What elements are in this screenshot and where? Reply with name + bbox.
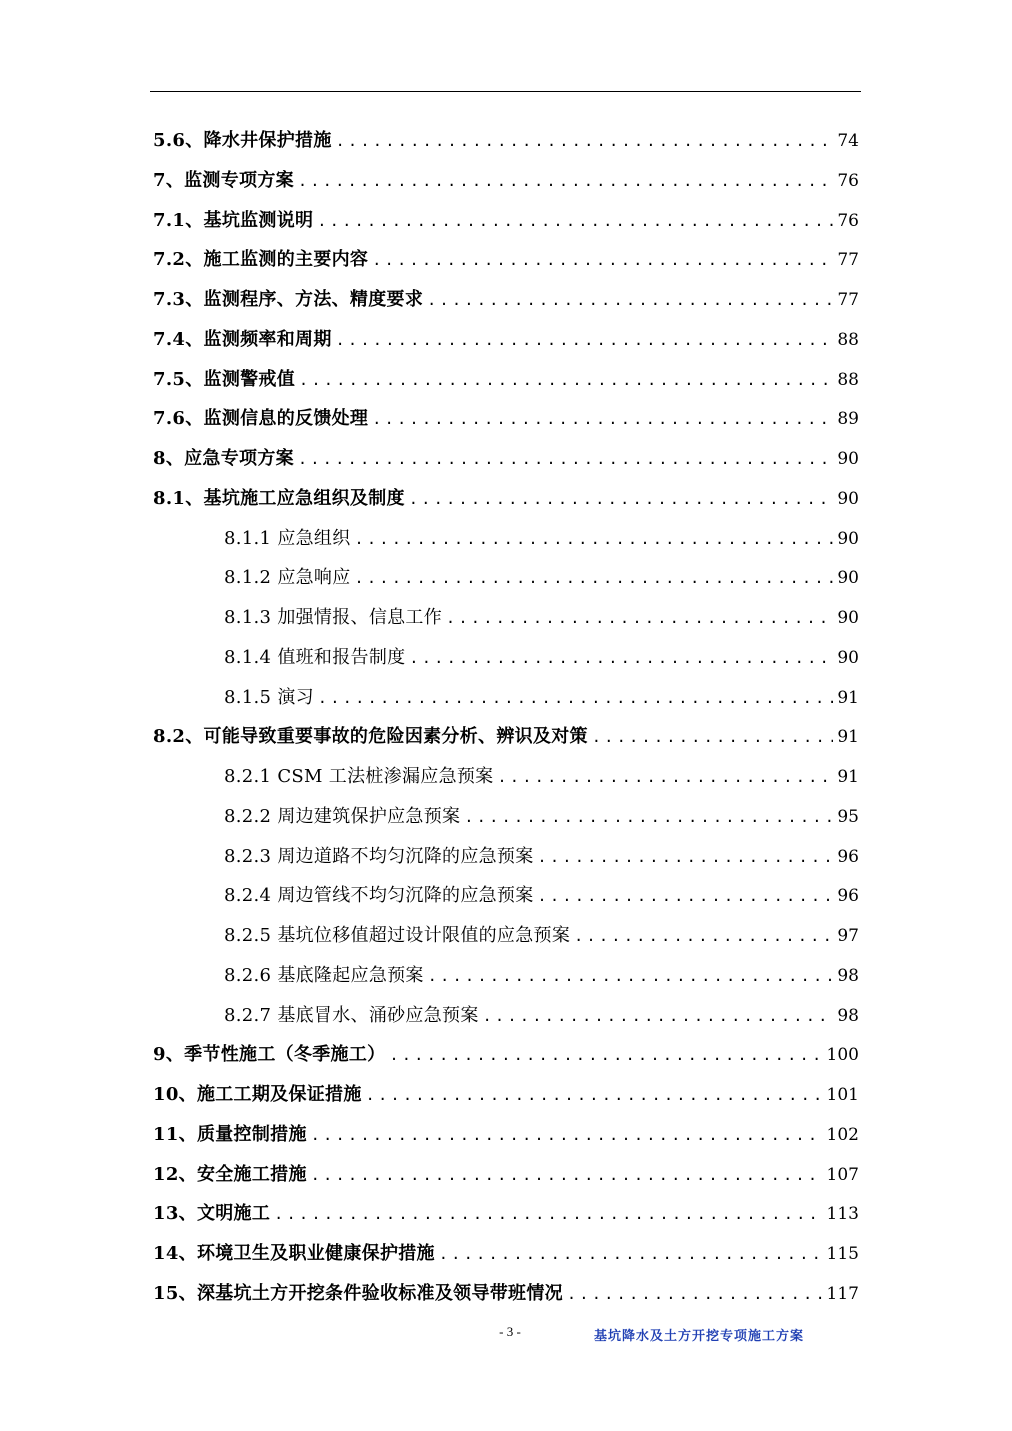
toc-entry-title: 8、应急专项方案 <box>153 448 294 469</box>
toc-entry-title: 8.1.4 值班和报告制度 <box>224 646 406 668</box>
toc-entry-title: 8.2.5 基坑位移值超过设计限值的应急预案 <box>224 925 571 946</box>
toc-entry[interactable] <box>153 956 859 996</box>
toc-dot-leader <box>311 1156 823 1196</box>
toc-dot-leader <box>464 798 833 838</box>
toc-entry-title: 8.2.3 周边道路不均匀沉降的应急预案 <box>224 845 534 867</box>
toc-entry-page: 90 <box>837 568 859 589</box>
toc-entry[interactable] <box>153 519 859 559</box>
toc-entry-title: 7.3、监测程序、方法、精度要求 <box>153 289 424 310</box>
toc-entry[interactable] <box>153 797 859 837</box>
toc-entry[interactable] <box>153 240 859 280</box>
toc-entry-page: 95 <box>837 806 859 827</box>
toc-dot-leader <box>538 877 834 917</box>
toc-entry-title: 8.1.2 应急响应 <box>224 567 351 589</box>
toc-dot-leader <box>336 321 834 361</box>
table-of-contents <box>153 121 859 1314</box>
toc-dot-leader <box>318 679 833 719</box>
toc-dot-leader <box>317 202 833 242</box>
toc-dot-leader <box>299 361 833 401</box>
toc-entry-title: 8.2、可能导致重要事故的危险因素分析、辨识及对策 <box>153 726 588 748</box>
toc-entry-page: 102 <box>826 1124 859 1145</box>
toc-entry-page: 91 <box>837 767 859 787</box>
toc-entry-page: 74 <box>837 131 859 151</box>
toc-dot-leader <box>372 400 833 440</box>
toc-entry-title: 10、施工工期及保证措施 <box>153 1084 362 1105</box>
toc-entry-title: 8.1、基坑施工应急组织及制度 <box>153 487 405 509</box>
toc-entry-title: 7.1、基坑监测说明 <box>153 209 314 231</box>
toc-entry[interactable] <box>153 201 859 241</box>
toc-entry[interactable] <box>153 439 859 479</box>
toc-entry-title: 7.6、监测信息的反馈处理 <box>153 408 369 430</box>
toc-entry-page: 90 <box>837 608 859 628</box>
toc-entry-title: 7.2、施工监测的主要内容 <box>153 249 369 271</box>
header-rule <box>150 91 861 92</box>
toc-entry[interactable] <box>153 1194 859 1234</box>
toc-entry[interactable] <box>153 678 859 718</box>
toc-entry-title: 15、深基坑土方开挖条件验收标准及领导带班情况 <box>153 1282 563 1304</box>
toc-dot-leader <box>409 480 834 520</box>
toc-entry-title: 8.1.5 演习 <box>224 686 314 708</box>
toc-entry-page: 107 <box>826 1164 859 1185</box>
toc-entry[interactable] <box>153 280 859 320</box>
toc-dot-leader <box>274 1195 822 1235</box>
toc-entry[interactable] <box>153 1155 859 1195</box>
toc-dot-leader <box>567 1275 823 1315</box>
toc-entry[interactable] <box>153 1274 859 1314</box>
toc-entry[interactable] <box>153 360 859 400</box>
toc-dot-leader <box>336 122 834 162</box>
toc-entry-page: 91 <box>837 687 859 708</box>
toc-dot-leader <box>446 599 833 639</box>
toc-entry-page: 76 <box>837 210 859 231</box>
toc-entry-page: 90 <box>837 488 859 509</box>
toc-dot-leader <box>483 997 834 1037</box>
toc-entry[interactable] <box>153 837 859 877</box>
toc-entry[interactable] <box>153 161 859 201</box>
toc-entry-title: 8.2.2 周边建筑保护应急预案 <box>224 805 461 827</box>
toc-entry-title: 7.4、监测频率和周期 <box>153 328 332 350</box>
toc-entry[interactable] <box>153 916 859 956</box>
toc-dot-leader <box>574 917 833 957</box>
toc-entry[interactable] <box>153 479 859 519</box>
toc-entry-page: 117 <box>826 1283 859 1304</box>
toc-entry[interactable] <box>153 598 859 638</box>
toc-dot-leader <box>355 559 834 599</box>
toc-entry-page: 96 <box>837 886 859 907</box>
toc-entry-page: 96 <box>837 846 859 867</box>
toc-dot-leader <box>366 1076 823 1116</box>
toc-entry-title: 5.6、降水井保护措施 <box>153 130 332 151</box>
footer-document-title: 基坑降水及土方开挖专项施工方案 <box>594 1329 805 1344</box>
toc-entry-title: 9、季节性施工（冬季施工） <box>153 1044 386 1066</box>
toc-entry-title: 12、安全施工措施 <box>153 1163 307 1185</box>
toc-entry-title: 8.1.3 加强情报、信息工作 <box>224 607 443 628</box>
toc-entry-page: 90 <box>837 449 859 469</box>
toc-entry[interactable] <box>153 1035 859 1075</box>
toc-entry-page: 76 <box>837 170 859 191</box>
toc-entry-page: 88 <box>837 329 859 350</box>
toc-entry[interactable] <box>153 121 859 161</box>
toc-dot-leader <box>428 957 834 997</box>
toc-dot-leader <box>409 639 833 679</box>
toc-entry-page: 91 <box>837 727 859 748</box>
toc-dot-leader <box>311 1116 823 1156</box>
toc-entry-page: 77 <box>837 290 859 310</box>
toc-entry[interactable] <box>153 996 859 1036</box>
toc-entry-title: 8.1.1 应急组织 <box>224 527 351 549</box>
toc-dot-leader <box>439 1235 823 1275</box>
toc-entry[interactable] <box>153 717 859 757</box>
toc-dot-leader <box>372 241 833 281</box>
toc-dot-leader <box>355 520 834 560</box>
toc-dot-leader <box>538 838 834 878</box>
toc-entry-page: 88 <box>837 369 859 390</box>
toc-entry-title: 8.2.4 周边管线不均匀沉降的应急预案 <box>224 885 534 907</box>
toc-entry-title: 8.2.7 基底冒水、涌砂应急预案 <box>224 1004 479 1026</box>
toc-entry-title: 7.5、监测警戒值 <box>153 368 296 390</box>
toc-dot-leader <box>298 162 833 202</box>
toc-entry-title: 14、环境卫生及职业健康保护措施 <box>153 1243 435 1264</box>
toc-entry[interactable] <box>153 399 859 439</box>
toc-entry-page: 115 <box>826 1244 859 1264</box>
toc-entry[interactable] <box>153 757 859 797</box>
toc-entry[interactable] <box>153 638 859 678</box>
toc-entry-page: 77 <box>837 250 859 271</box>
toc-entry-page: 100 <box>826 1045 859 1066</box>
footer-page-number: - 3 - <box>499 1324 521 1339</box>
toc-entry-page: 90 <box>837 528 859 549</box>
toc-entry[interactable] <box>153 876 859 916</box>
toc-entry-page: 90 <box>837 647 859 668</box>
toc-entry-page: 113 <box>826 1204 859 1225</box>
toc-dot-leader <box>298 440 833 480</box>
toc-entry-page: 101 <box>826 1085 859 1105</box>
toc-dot-leader <box>497 758 833 798</box>
toc-entry[interactable] <box>153 1075 859 1115</box>
toc-dot-leader <box>389 1036 822 1076</box>
toc-entry[interactable] <box>153 558 859 598</box>
toc-dot-leader <box>427 281 833 321</box>
toc-entry-title: 8.2.6 基底隆起应急预案 <box>224 964 424 986</box>
toc-entry[interactable] <box>153 1115 859 1155</box>
toc-entry-page: 98 <box>837 965 859 986</box>
toc-entry-page: 98 <box>837 1005 859 1026</box>
toc-entry-page: 97 <box>837 926 859 946</box>
toc-entry[interactable] <box>153 320 859 360</box>
toc-entry-title: 8.2.1 CSM 工法桩渗漏应急预案 <box>224 766 494 787</box>
toc-entry-title: 7、监测专项方案 <box>153 169 294 191</box>
toc-entry[interactable] <box>153 1234 859 1274</box>
toc-entry-title: 11、质量控制措施 <box>153 1123 307 1145</box>
toc-entry-title: 13、文明施工 <box>153 1203 271 1225</box>
toc-dot-leader <box>592 718 834 758</box>
toc-entry-page: 89 <box>837 409 859 430</box>
